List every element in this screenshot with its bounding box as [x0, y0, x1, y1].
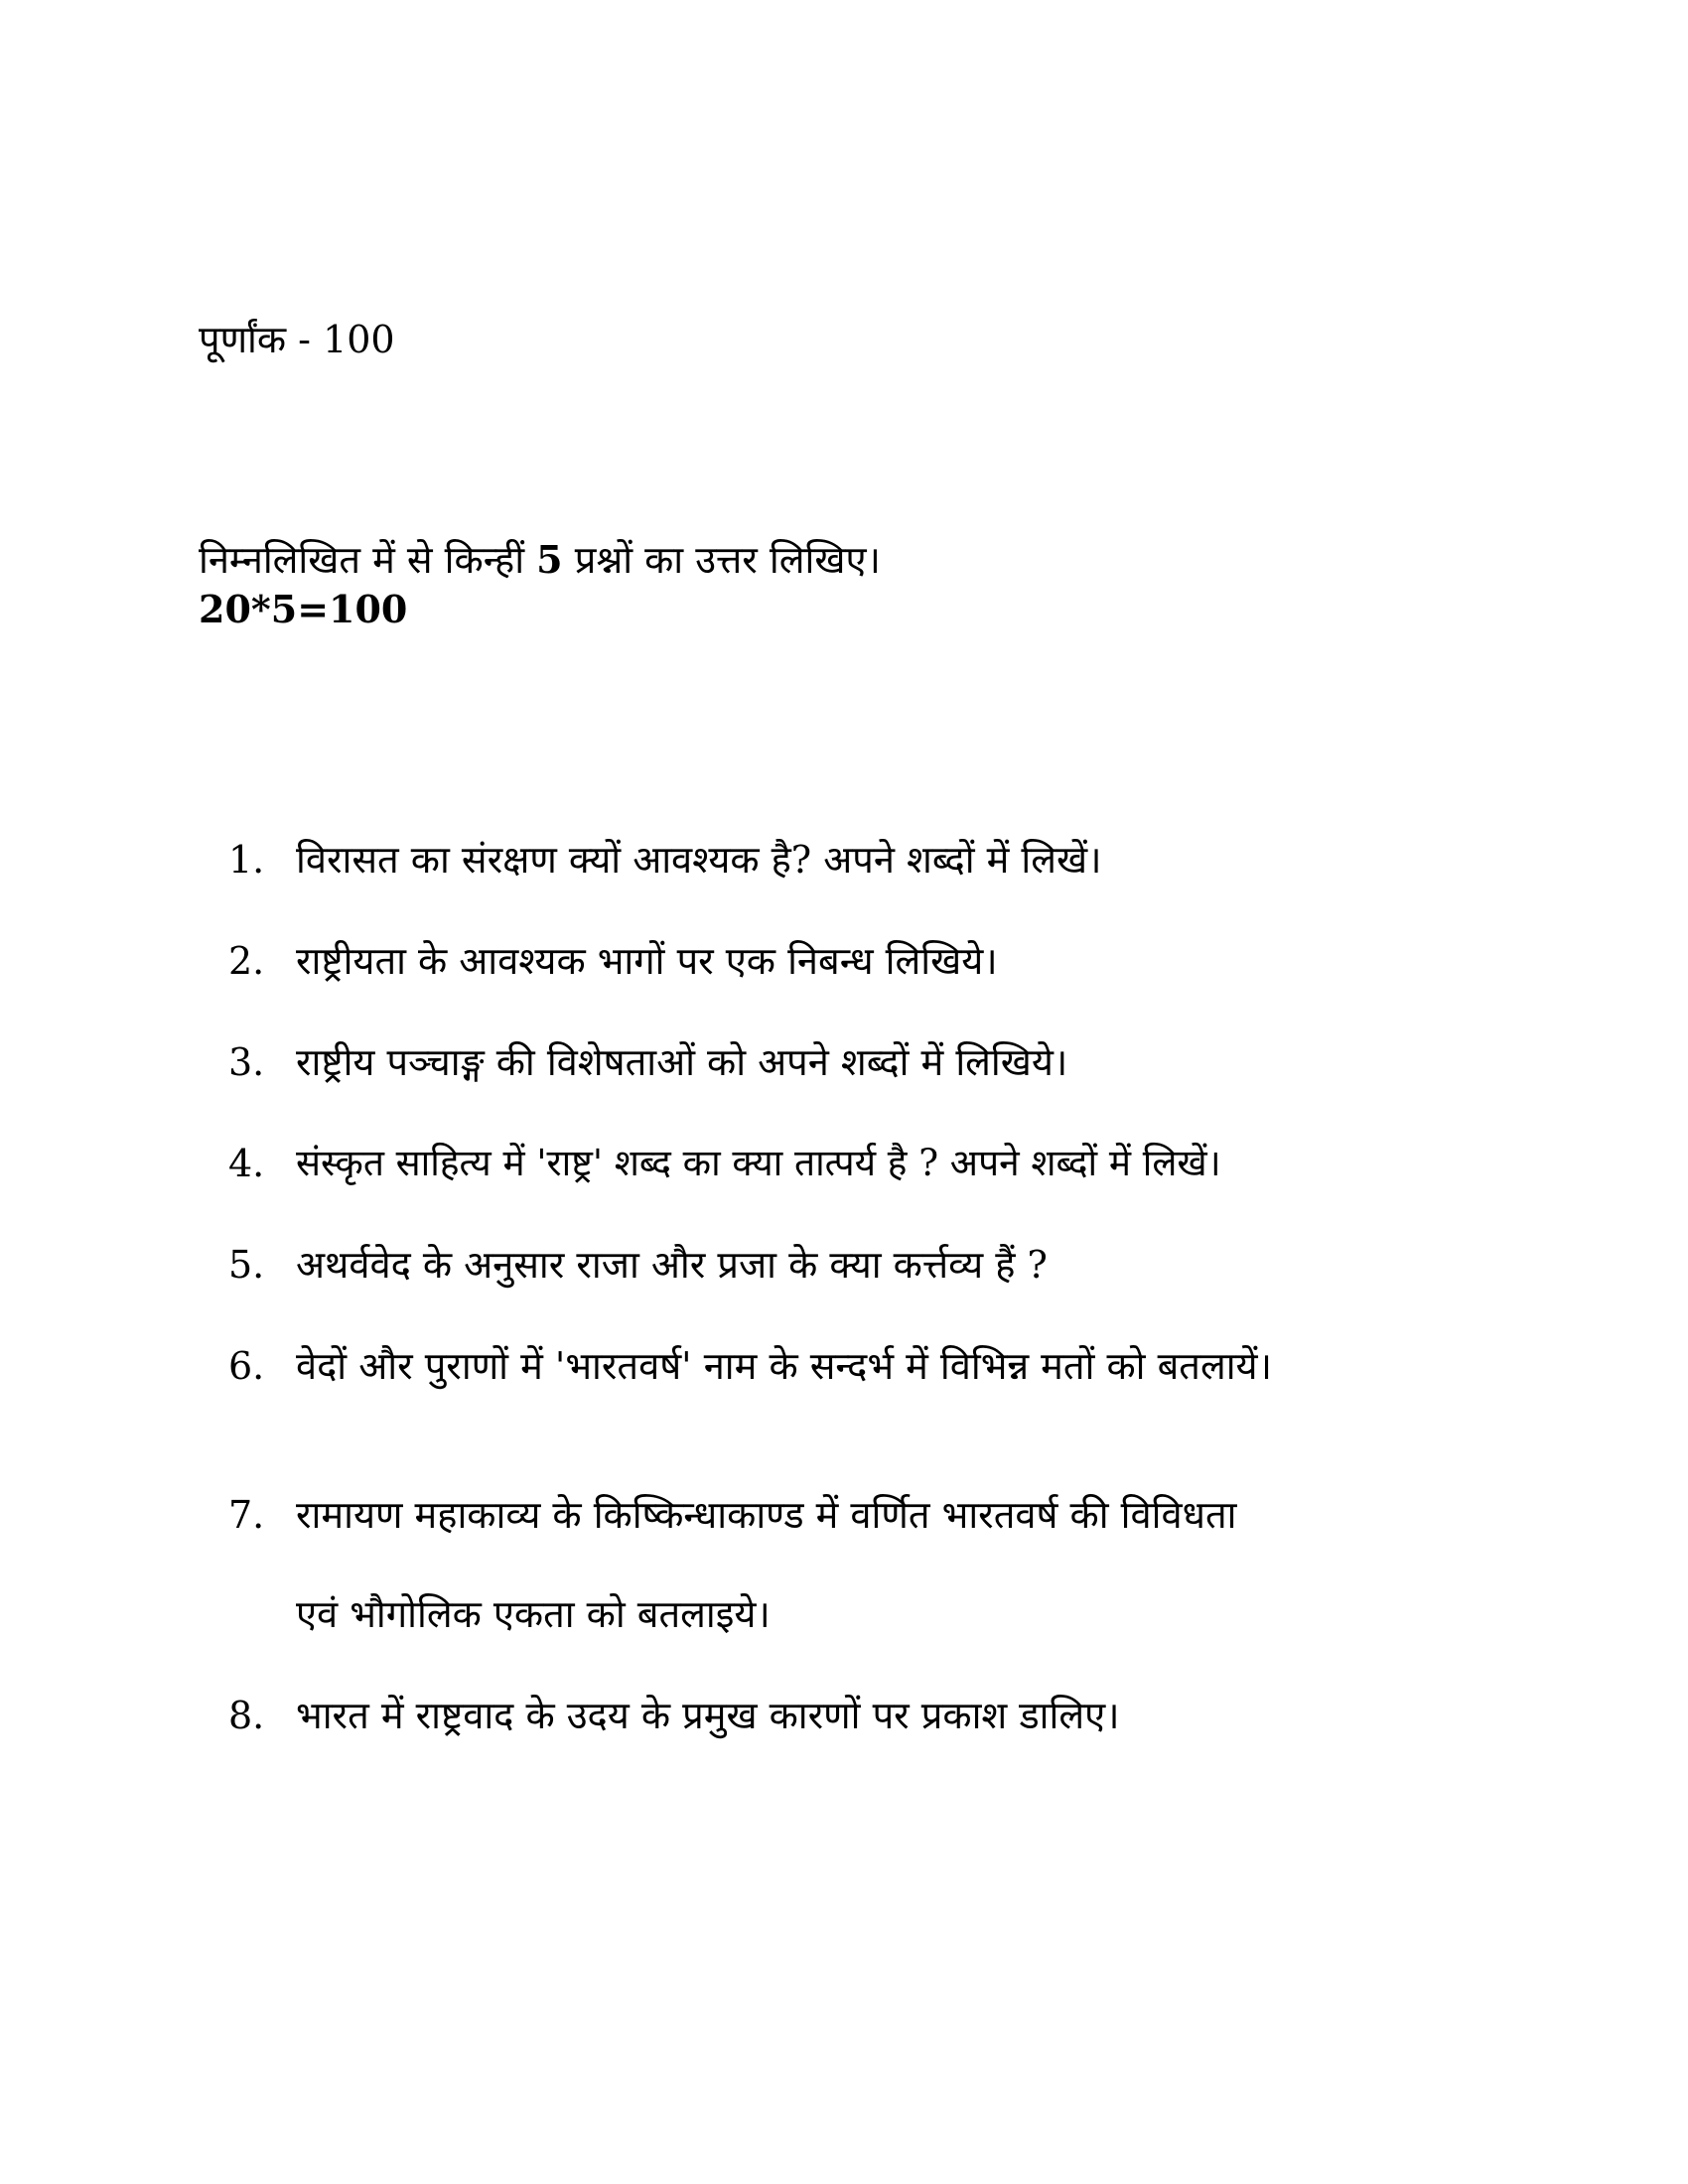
question-number: 3.: [228, 1040, 265, 1084]
question-text: राष्ट्रीयता के आवश्यक भागों पर एक निबन्ध लिखिये।: [296, 939, 998, 983]
question-text: विरासत का संरक्षण क्यों आवश्यक है? अपने शब्दों में लिखें।: [296, 838, 1102, 882]
question-number: 1.: [228, 838, 265, 882]
instruction-before: निम्नलिखित में से किन्हीं: [199, 538, 537, 582]
marks-scheme: 20*5=100: [199, 587, 408, 631]
question-text: वेदों और पुराणों में 'भारतवर्ष' नाम के सन्दर्भ में विभिन्न मतों को बतलायें।: [296, 1344, 1272, 1388]
question-number: 7.: [228, 1493, 265, 1537]
question-text: संस्कृत साहित्य में 'राष्ट्र' शब्द का क्या तात्पर्य है ? अपने शब्दों में लिखें।: [296, 1142, 1221, 1184]
max-marks: पूर्णांक - 100: [199, 318, 395, 361]
question-text: अथर्ववेद के अनुसार राजा और प्रजा के क्या कर्त्तव्य हैं ?: [296, 1243, 1048, 1287]
question-number: 6.: [228, 1344, 265, 1388]
question-number: 5.: [228, 1243, 265, 1287]
question-number: 8.: [228, 1694, 265, 1737]
question-text: [296, 1491, 1497, 1638]
question-number: 2.: [228, 939, 265, 983]
instruction-after: प्रश्नों का उत्तर लिखिए।: [562, 538, 881, 582]
question-text: भारत में राष्ट्रवाद के उदय के प्रमुख कारणों पर प्रकाश डालिए।: [296, 1694, 1120, 1737]
question-text: राष्ट्रीय पञ्चाङ्ग की विशेषताओं को अपने शब्दों में लिखिये।: [296, 1040, 1068, 1084]
instruction-count: 5: [536, 537, 563, 582]
question-text-line-1: रामायण महाकाव्य के किष्किन्धाकाण्ड में वर्णित भारतवर्ष की विविधता: [296, 1493, 1237, 1537]
question-text-line-2: एवं भौगोलिक एकता को बतलाइये।: [296, 1592, 771, 1636]
question-number: 4.: [228, 1142, 265, 1185]
instruction: [199, 536, 881, 584]
